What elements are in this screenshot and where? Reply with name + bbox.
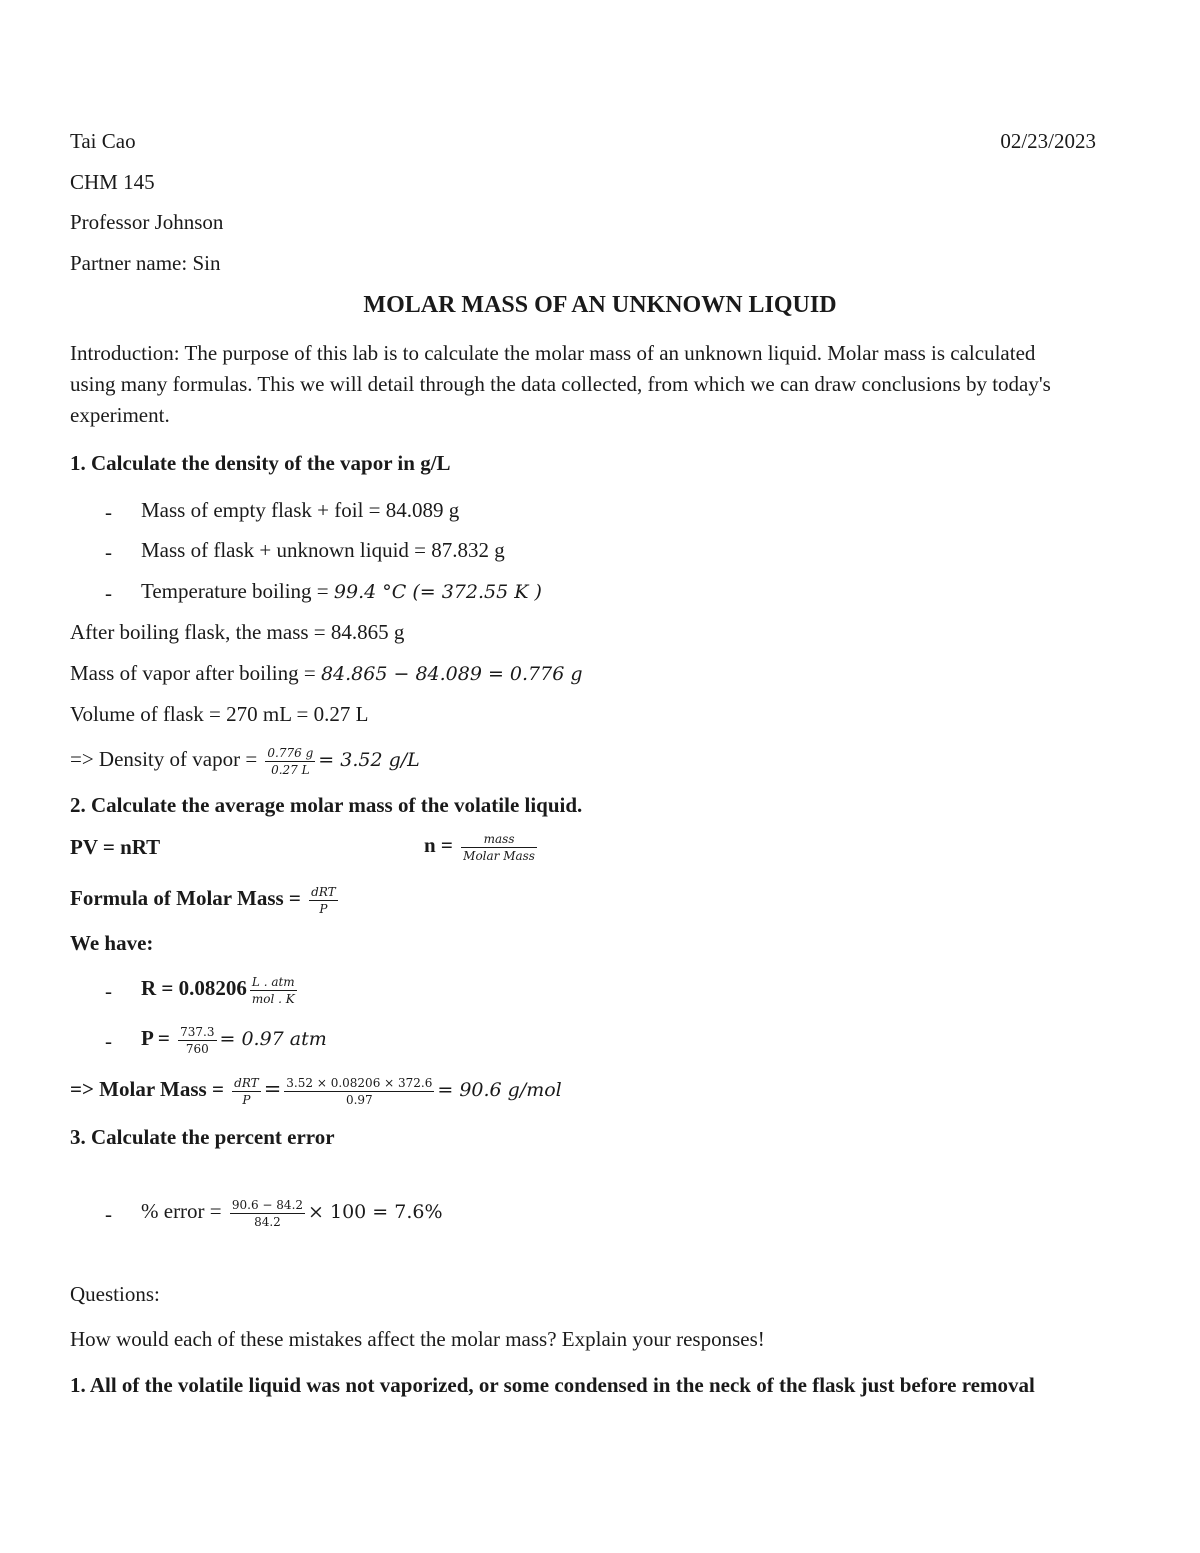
percent-error-result: × 100 = 7.6% — [308, 1201, 443, 1223]
density-of-vapor — [70, 740, 420, 779]
date: 02/23/2023 — [1000, 129, 1096, 153]
density-numerator: 0.776 g — [267, 745, 314, 760]
percent-error-numerator: 90.6 − 84.2 — [231, 1197, 304, 1212]
mass-of-vapor-math: 84.865 − 84.089 = 0.776 g — [320, 663, 583, 685]
percent-error-denominator: 84.2 — [254, 1214, 281, 1229]
course: CHM 145 — [70, 170, 155, 194]
partner-name: Partner name: Sin — [70, 251, 221, 275]
drt-numerator: dRT — [311, 884, 336, 899]
equals-sign: = — [263, 1077, 282, 1101]
mass-of-vapor-label: Mass of vapor after boiling = — [70, 661, 321, 685]
moles-formula — [424, 826, 540, 864]
p-denominator: P — [242, 1092, 251, 1107]
density-result: = 3.52 g/L — [318, 749, 420, 771]
percent-error — [141, 1192, 443, 1231]
section-2-heading: 2. Calculate the average molar mass of the volatile liquid. — [70, 793, 583, 817]
mass-of-vapor — [70, 663, 583, 684]
mass-flask-liquid: Mass of flask + unknown liquid = 87.832 g — [141, 538, 505, 562]
percent-error-fraction — [230, 1198, 305, 1229]
molar-mass-denominator: 0.97 — [345, 1092, 373, 1107]
drt-over-p-fraction — [309, 885, 338, 916]
questions-label: Questions: — [70, 1282, 160, 1306]
units-numerator: L . atm — [250, 975, 297, 991]
molar-mass-value: = 90.6 g/mol — [437, 1079, 562, 1101]
gas-constant — [141, 969, 300, 1007]
volume-of-flask: Volume of flask = 270 mL = 0.27 L — [70, 702, 369, 726]
author-name: Tai Cao — [70, 129, 136, 153]
bullet-dash: - — [105, 500, 112, 524]
units-denominator: mol . K — [251, 991, 295, 1006]
moles-numerator: mass — [461, 832, 537, 848]
pressure-label: P = — [141, 1026, 176, 1050]
professor: Professor Johnson — [70, 210, 224, 234]
molar-mass-numerator: 3.52 × 0.08206 × 372.6 — [286, 1075, 433, 1090]
mass-after-boiling: After boiling flask, the mass = 84.865 g — [70, 620, 405, 644]
density-denominator: 0.27 L — [271, 762, 310, 777]
temperature-boiling — [141, 581, 542, 602]
pressure-numerator: 737.3 — [180, 1024, 215, 1039]
bullet-dash: - — [105, 979, 112, 1003]
section-1-heading: 1. Calculate the density of the vapor in g/L — [70, 451, 451, 475]
percent-error-label: % error = — [141, 1199, 227, 1223]
pressure-result: = 0.97 atm — [219, 1028, 327, 1050]
bullet-dash: - — [105, 581, 112, 605]
molar-mass-result — [70, 1070, 562, 1109]
molar-mass-formula-label: Formula of Molar Mass = — [70, 886, 307, 910]
bullet-dash: - — [105, 1202, 112, 1226]
moles-label: n = — [424, 833, 459, 857]
molar-mass-label: => Molar Mass = — [70, 1077, 230, 1101]
page-title: MOLAR MASS OF AN UNKNOWN LIQUID — [363, 292, 837, 318]
p-denominator: P — [319, 901, 328, 916]
gas-constant-units — [250, 975, 297, 1006]
temperature-label: Temperature boiling = — [141, 579, 334, 603]
drt-over-p-fraction — [232, 1076, 261, 1107]
pressure-denominator: 760 — [185, 1041, 209, 1056]
pressure-fraction — [178, 1025, 216, 1056]
moles-denominator: Molar Mass — [463, 848, 535, 863]
molar-mass-formula — [70, 879, 341, 917]
density-fraction — [265, 746, 315, 777]
ideal-gas-law: PV = nRT — [70, 835, 161, 859]
introduction: Introduction: The purpose of this lab is to calculate the molar mass of an unknown liquid. Molar mass is calculated using many formulas. This we will detail through the data collected, from which we can draw conclusions by today's experiment. — [70, 341, 1051, 427]
we-have-label: We have: — [70, 931, 154, 955]
gas-constant-label: R = 0.08206 — [141, 976, 247, 1000]
questions-prompt: How would each of these mistakes affect the molar mass? Explain your responses! — [70, 1327, 765, 1351]
density-label: => Density of vapor = — [70, 747, 263, 771]
bullet-dash: - — [105, 540, 112, 564]
drt-numerator: dRT — [234, 1075, 259, 1090]
moles-fraction — [461, 832, 537, 863]
bullet-dash: - — [105, 1029, 112, 1053]
temperature-math: 99.4 °C (= 372.55 K ) — [333, 581, 542, 603]
molar-mass-fraction — [284, 1076, 434, 1107]
section-3-heading: 3. Calculate the percent error — [70, 1125, 335, 1149]
pressure — [141, 1019, 327, 1058]
question-1: 1. All of the volatile liquid was not vaporized, or some condensed in the neck of the flask just before removal — [70, 1373, 1035, 1397]
mass-empty-flask: Mass of empty flask + foil = 84.089 g — [141, 498, 460, 522]
